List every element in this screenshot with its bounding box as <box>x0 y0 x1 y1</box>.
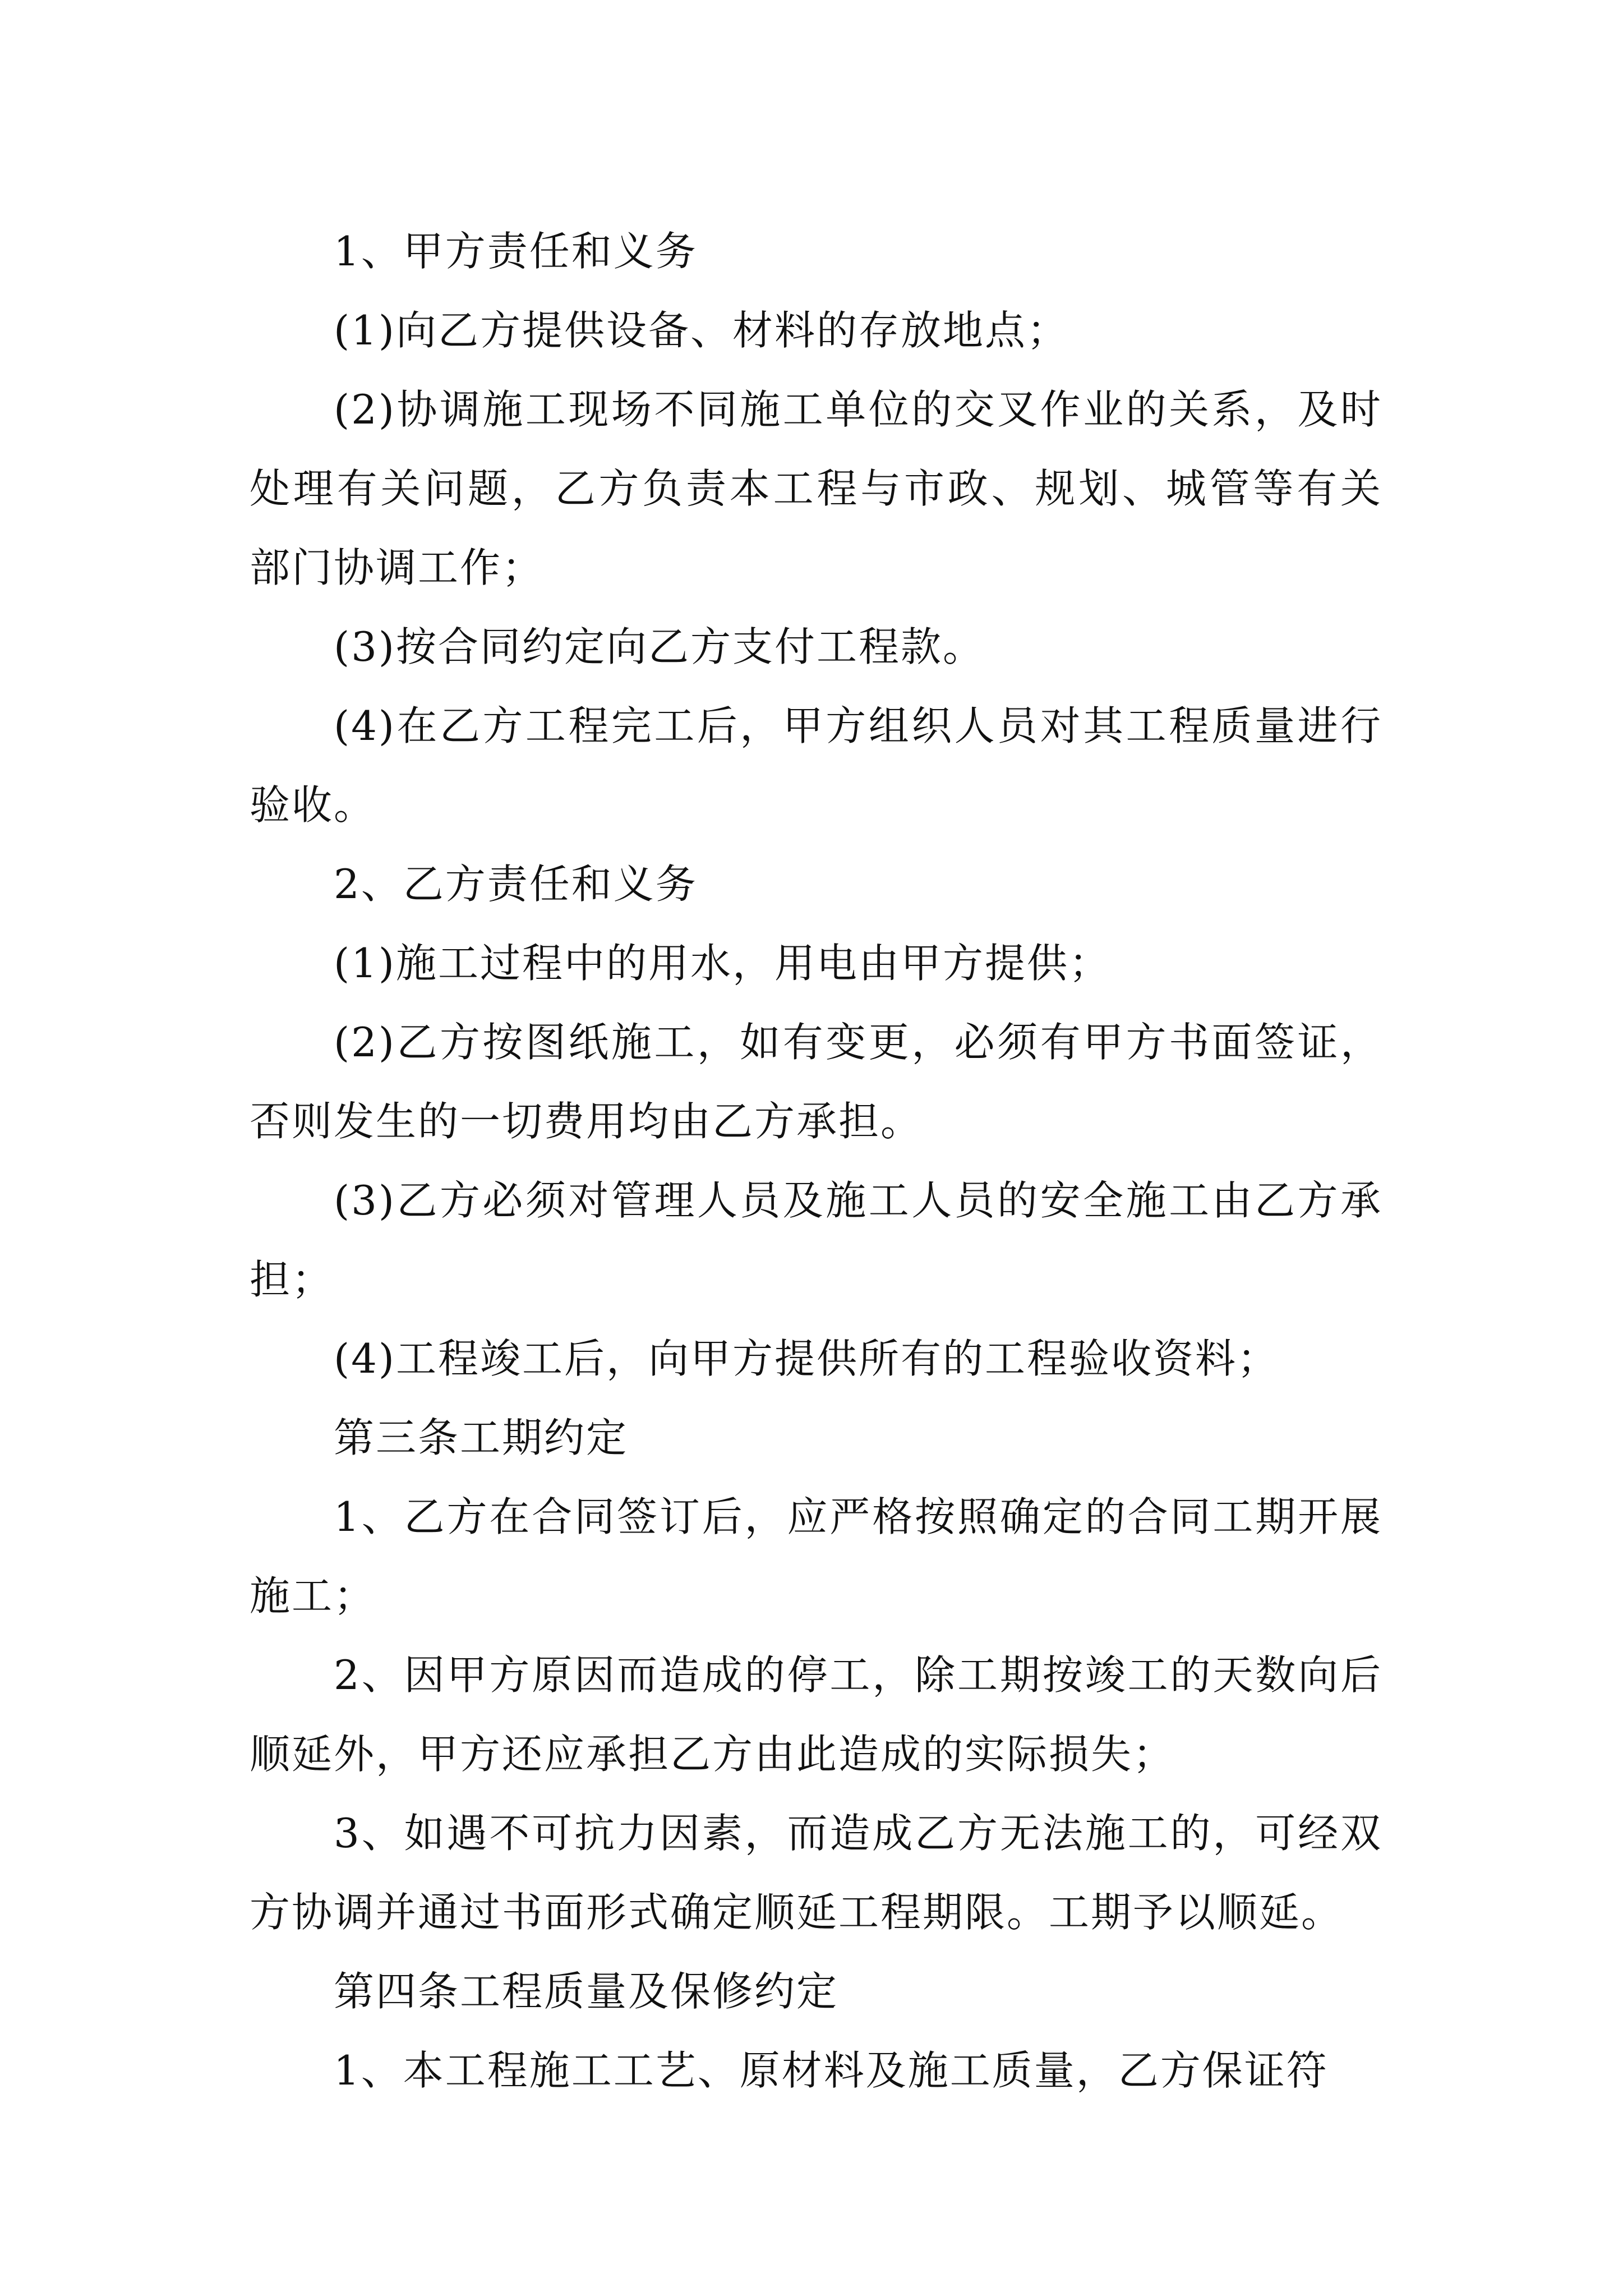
paragraph: (1)施工过程中的用水，用电由甲方提供； <box>334 940 1111 987</box>
paragraph: (4)工程竣工后，向甲方提供所有的工程验收资料； <box>334 1335 1279 1382</box>
paragraph: (2)乙方按图纸施工，如有变更，必须有甲方书面签证，否则发生的一切费用均由乙方承担。 <box>250 1019 1382 1145</box>
paragraph: 2、因甲方原因而造成的停工，除工期按竣工的天数向后顺延外，甲方还应承担乙方由此造成的实际损失； <box>250 1651 1382 1778</box>
section-heading: 第三条工期约定 <box>334 1414 629 1461</box>
paragraph: 3、如遇不可抗力因素，而造成乙方无法施工的，可经双方协调并通过书面形式确定顺延工程期限。工期予以顺延。 <box>250 1810 1382 1936</box>
paragraph: (3)按合同约定向乙方支付工程款。 <box>334 623 985 670</box>
paragraph: (2)协调施工现场不同施工单位的交叉作业的关系，及时处理有关问题，乙方负责本工程与市政、规划、城管等有关部门协调工作； <box>250 386 1382 591</box>
paragraph: (1)向乙方提供设备、材料的存放地点； <box>334 307 1069 354</box>
document-body <box>250 212 1382 2110</box>
paragraph: (4)在乙方工程完工后，甲方组织人员对其工程质量进行验收。 <box>250 702 1382 829</box>
paragraph: 1、甲方责任和义务 <box>334 228 698 275</box>
paragraph: 1、本工程施工工艺、原材料及施工质量，乙方保证符 <box>334 2047 1329 2094</box>
paragraph: 2、乙方责任和义务 <box>334 861 698 908</box>
paragraph: (3)乙方必须对管理人员及施工人员的安全施工由乙方承担； <box>250 1177 1382 1303</box>
section-heading: 第四条工程质量及保修约定 <box>334 1968 839 2015</box>
paragraph: 1、乙方在合同签订后，应严格按照确定的合同工期开展施工； <box>250 1493 1382 1619</box>
